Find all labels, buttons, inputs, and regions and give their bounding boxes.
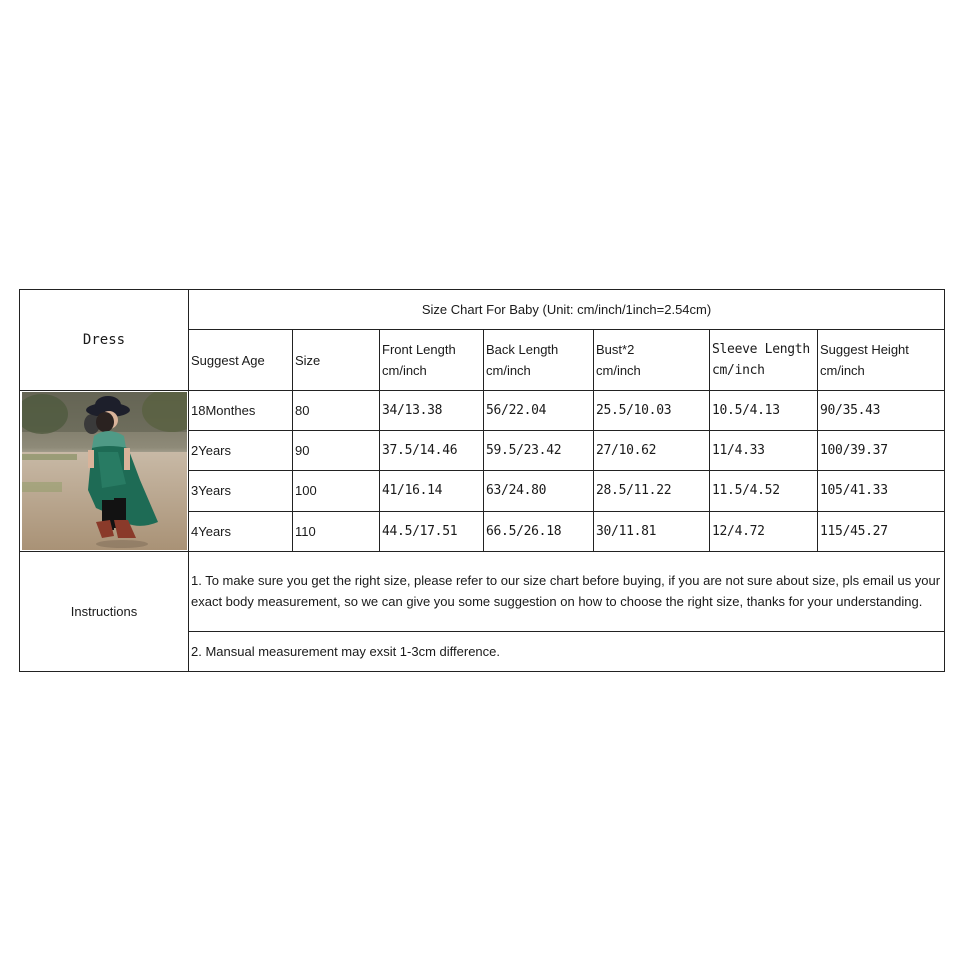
instruction-2: 2. Mansual measurement may exsit 1-3cm difference.: [189, 631, 945, 671]
cell-size: 80: [293, 391, 380, 431]
cell-front-length: 34/13.38: [380, 391, 484, 431]
cell-back-length: 66.5/26.18: [484, 511, 594, 551]
dress-photo-cell: [20, 391, 189, 551]
cell-suggest-height: 105/41.33: [818, 471, 945, 511]
header-suggest-age: Suggest Age: [189, 330, 293, 391]
cell-age: 18Monthes: [189, 391, 293, 431]
cell-back-length: 59.5/23.42: [484, 431, 594, 471]
cell-age: 2Years: [189, 431, 293, 471]
header-sleeve-length: Sleeve Length cm/inch: [710, 330, 818, 391]
cell-sleeve-length: 11.5/4.52: [710, 471, 818, 511]
cell-bust: 28.5/11.22: [594, 471, 710, 511]
product-label: Dress: [82, 332, 126, 349]
cell-sleeve-length: 11/4.33: [710, 431, 818, 471]
cell-front-length: 37.5/14.46: [380, 431, 484, 471]
product-label-cell: [20, 290, 189, 391]
cell-front-length: 44.5/17.51: [380, 511, 484, 551]
cell-suggest-height: 100/39.37: [818, 431, 945, 471]
cell-sleeve-length: 10.5/4.13: [710, 391, 818, 431]
chart-title: Size Chart For Baby (Unit: cm/inch/1inch=2.54cm): [189, 290, 945, 330]
size-chart-table: [19, 289, 945, 672]
cell-size: 100: [293, 471, 380, 511]
girl-in-green-dress-photo: [22, 392, 187, 550]
cell-bust: 30/11.81: [594, 511, 710, 551]
header-front-length: Front Length cm/inch: [380, 330, 484, 391]
cell-size: 90: [293, 431, 380, 471]
header-size: Size: [293, 330, 380, 391]
instructions-label: Instructions: [20, 551, 189, 671]
cell-size: 110: [293, 511, 380, 551]
header-bust: Bust*2 cm/inch: [594, 330, 710, 391]
header-suggest-height: Suggest Height cm/inch: [818, 330, 945, 391]
cell-bust: 25.5/10.03: [594, 391, 710, 431]
cell-suggest-height: 115/45.27: [818, 511, 945, 551]
cell-back-length: 56/22.04: [484, 391, 594, 431]
cell-bust: 27/10.62: [594, 431, 710, 471]
cell-suggest-height: 90/35.43: [818, 391, 945, 431]
cell-age: 3Years: [189, 471, 293, 511]
instruction-1: 1. To make sure you get the right size, please refer to our size chart before buying, if you are not sure about size, pls email us your exact body measurement, so we can give you some suggestion on how to choose the right size, thanks for your understanding.: [189, 551, 945, 631]
table-row: [20, 391, 945, 431]
cell-age: 4Years: [189, 511, 293, 551]
cell-back-length: 63/24.80: [484, 471, 594, 511]
cell-front-length: 41/16.14: [380, 471, 484, 511]
cell-sleeve-length: 12/4.72: [710, 511, 818, 551]
header-back-length: Back Length cm/inch: [484, 330, 594, 391]
